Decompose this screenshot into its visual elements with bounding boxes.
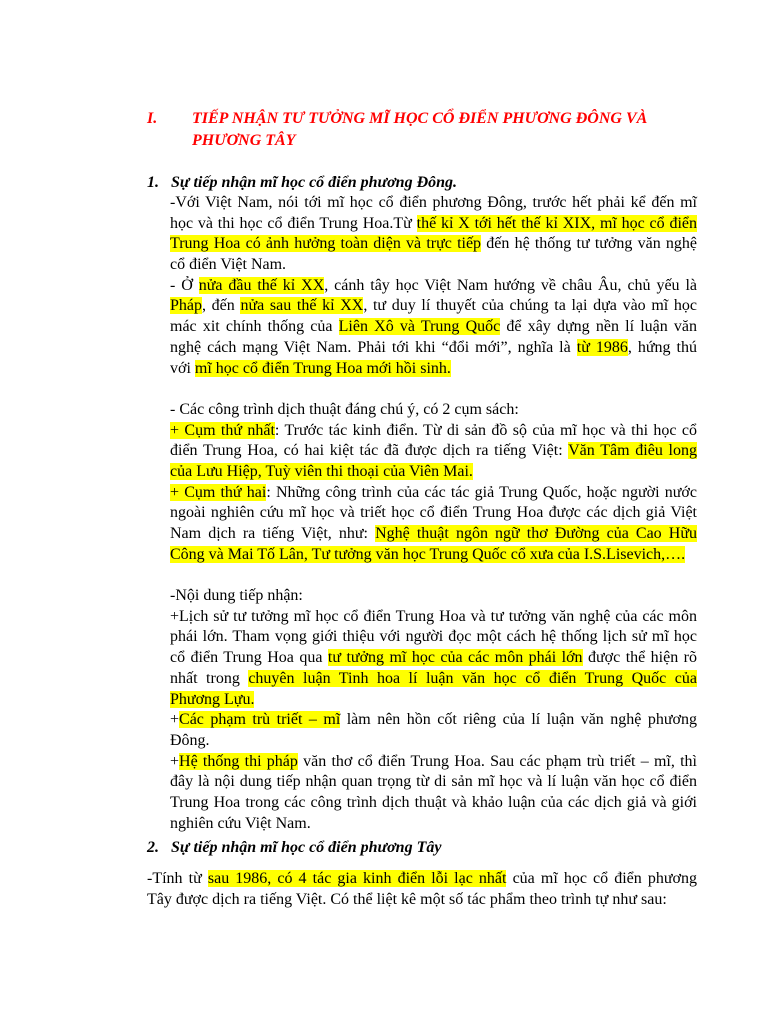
text-line [170, 193, 697, 214]
highlighted-text: từ 1986 [576, 338, 628, 356]
text-line [170, 731, 697, 752]
highlighted-text: của Lưu Hiệp, Tuỳ viên thi thoại của Viên Mai. [170, 462, 473, 480]
text-run: nghệ cách mạng Việt Nam. Phải tới khi “đổi mới”, nghĩa là [170, 338, 577, 356]
highlighted-text: chuyên luận Tinh hoa lí luận văn học cổ điển Trung Quốc của [248, 669, 697, 687]
text-run: điển Trung Hoa, có hai kiệt tác đã được dịch ra tiếng Việt: [170, 442, 569, 460]
text-run: mác xit chính thống của [170, 318, 339, 336]
text-run: Tây được dịch ra tiếng Việt. Có thể liệt kê một số tác phẩm theo trình tự như sau: [147, 890, 667, 908]
text-run: nhất trong [170, 669, 249, 687]
text-run: , tư duy lí thuyết của chúng ta lại dựa vào mĩ học [363, 297, 698, 315]
text-run: Trung Hoa trong các công trình dịch thuật và khảo luận của các dịch giả và giới [170, 793, 697, 811]
text-run: , cánh tây học Việt Nam hướng về châu Âu, chủ yếu là [324, 276, 697, 294]
text-run: để xây dựng nền lí luận văn [500, 318, 698, 336]
subsection-title: Sự tiếp nhận mĩ học cổ điển phương Đông. [171, 174, 458, 191]
highlighted-text: + Cụm thứ nhất [170, 421, 275, 439]
text-line [170, 234, 697, 255]
text-run: học và thi học cổ điển Trung Hoa.Từ [170, 214, 417, 232]
text-line [170, 338, 697, 359]
text-run: của mĩ học cổ điển phương [506, 870, 698, 887]
text-line [170, 545, 697, 566]
highlighted-text: + Cụm thứ hai [170, 483, 267, 501]
text-line [170, 296, 697, 317]
text-run: Nam dịch ra tiếng Việt, như: [170, 525, 376, 542]
text-run: văn thơ cổ điển Trung Hoa. Sau các phạm trù triết – mĩ, thì [297, 752, 698, 770]
text-line [170, 669, 697, 690]
highlighted-text: Pháp [170, 297, 202, 315]
text-run: , đến [202, 297, 241, 315]
highlighted-text: Liên Xô và Trung Quốc [338, 318, 501, 336]
paragraph-1 [170, 193, 697, 834]
highlighted-text: Văn Tâm điêu long [568, 442, 698, 460]
highlighted-text: Nghệ thuật ngôn ngữ thơ Đường của Cao Hữu [375, 525, 698, 542]
text-line [170, 441, 697, 462]
text-run: phái lớn. Tham vọng giới thiệu với người đọc một cách hệ thống lịch sử mĩ học [170, 628, 697, 646]
text-line [170, 772, 697, 793]
text-run: Đông. [170, 731, 210, 749]
text-line [170, 483, 697, 504]
text-run: được thể hiện rõ [582, 649, 698, 667]
text-line [170, 690, 697, 711]
highlighted-text: nửa sau thế kỉ XX [240, 297, 364, 315]
text-line [170, 214, 697, 235]
text-line [170, 462, 697, 483]
text-line [170, 359, 697, 380]
text-run: - Các công trình dịch thuật đáng chú ý, có 2 cụm sách: [170, 400, 519, 418]
text-line [147, 890, 697, 911]
section-number: I. [147, 110, 158, 127]
highlighted-text: Công và Mai Tố Lân, Tư tưởng văn học Trung Quốc cổ xưa của I.S.Lisevich,…. [170, 545, 686, 563]
text-line [170, 276, 697, 297]
text-line [170, 421, 697, 442]
highlighted-text: Phương Lựu. [170, 690, 255, 708]
text-run: làm nên hồn cốt riêng của lí luận văn nghệ phương [340, 711, 697, 729]
text-run: - Ở [170, 276, 199, 294]
text-run: : Trước tác kinh điển. Từ di sản đồ sộ của mĩ học và thi học cổ [274, 421, 697, 439]
text-line [170, 648, 697, 669]
text-line [170, 752, 697, 773]
text-run: đến hệ thống tư tưởng văn nghệ [481, 235, 698, 253]
text-run: + [170, 711, 180, 729]
subsection-number: 2. [147, 839, 159, 856]
subsection-title: Sự tiếp nhận mĩ học cổ điển phương Tây [171, 839, 442, 856]
text-line [170, 524, 697, 545]
highlighted-text: thế kỉ X tới hết thế kỉ XIX, mĩ học cổ điển [416, 214, 698, 232]
text-line [170, 255, 697, 276]
highlighted-text: Hệ thống thi pháp [179, 752, 298, 770]
text-run: với [170, 359, 195, 377]
text-line [147, 869, 697, 890]
text-line [170, 400, 697, 421]
text-run: cổ điển Việt Nam. [170, 256, 287, 274]
text-run: -Nội dung tiếp nhận: [170, 587, 303, 605]
text-run: đây là nội dung tiếp nhận quan trọng từ di sản mĩ học và lí luận văn học cổ điển [170, 773, 697, 791]
text-run: cổ điển Trung Hoa qua [170, 649, 328, 667]
section-title: TIẾP NHẬN TƯ TƯỞNG MĨ HỌC CỔ ĐIỂN PHƯƠNG ĐÔNG VÀ PHƯƠNG TÂY [192, 110, 648, 149]
text-line [170, 503, 697, 524]
highlighted-text: Trung Hoa có ảnh hưởng toàn diện và trực tiếp [170, 235, 482, 253]
highlighted-text: sau 1986, có 4 tác gia kinh điển lỗi lạc nhất [207, 870, 507, 887]
text-run: : Những công trình của các tác giả Trung Quốc, hoặc người nước [266, 483, 697, 501]
subsection-number: 1. [147, 174, 159, 191]
text-line [170, 317, 697, 338]
text-line [170, 627, 697, 648]
highlighted-text: mĩ học cổ điển Trung Hoa mới hồi sinh. [194, 359, 451, 377]
text-run: , hứng thú [627, 338, 698, 356]
text-run: -Với Việt Nam, nói tới mĩ học cổ điển phương Đông, trước hết phải kể đến mĩ [170, 194, 697, 211]
highlighted-text: nửa đầu thế kỉ XX [198, 276, 325, 294]
paragraph-5 [147, 869, 697, 910]
text-run: +Lịch sử tư tưởng mĩ học cổ điển Trung Hoa và tư tưởng văn nghệ của các môn [170, 607, 697, 625]
highlighted-text: tư tưởng mĩ học của các môn phái lớn [327, 649, 583, 667]
text-line [170, 586, 697, 607]
text-line [170, 710, 697, 731]
text-run: -Tính từ [147, 870, 208, 887]
text-line [170, 793, 697, 814]
text-run: ngoài nghiên cứu mĩ học và triết học cổ điển Trung Hoa được các dịch giả Việt [170, 504, 697, 522]
text-run: nghiên cứu Việt Nam. [170, 814, 311, 832]
text-run: + [170, 752, 180, 770]
highlighted-text: Các phạm trù triết – mĩ [179, 711, 341, 729]
text-line [170, 814, 697, 835]
text-line [170, 607, 697, 628]
